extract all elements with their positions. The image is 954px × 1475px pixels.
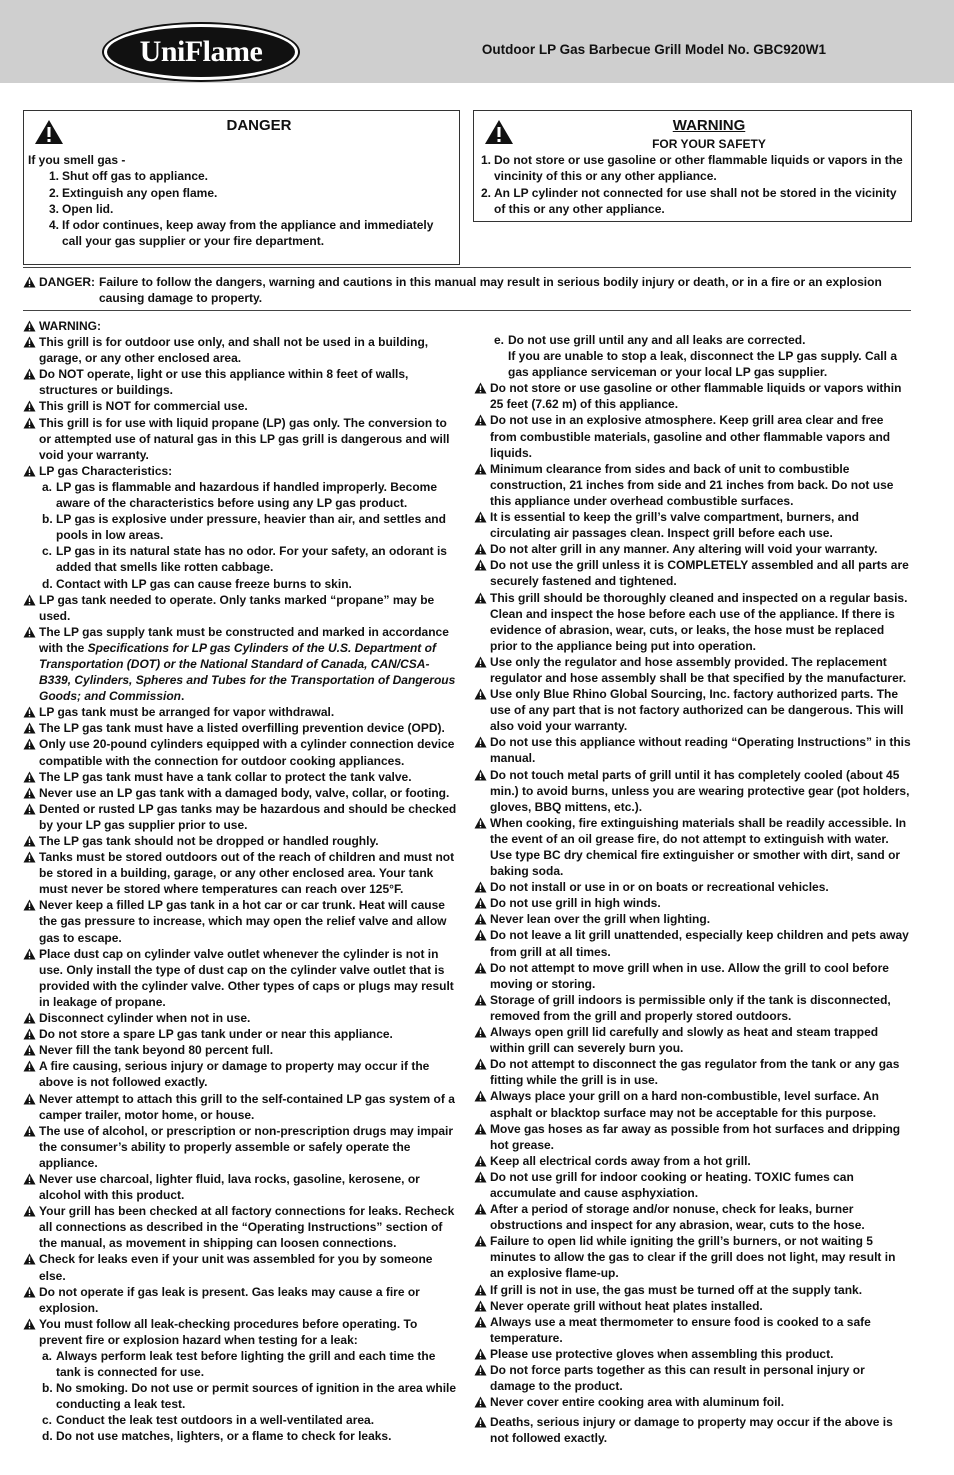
warning-item: This grill is NOT for commercial use. [23, 398, 459, 414]
warning-triangle-icon [23, 400, 36, 412]
warning-item: Do not install or use in or on boats or recreational vehicles. [474, 879, 912, 895]
warning-triangle-icon [474, 929, 487, 941]
warning-item: The use of alcohol, or prescription or non-prescription drugs may impair the consumer’s ability to properly assemble or safely operate the appliance. [23, 1123, 459, 1171]
warning-item: Do not force parts together as this can result in personal injury or damage to the product. [474, 1362, 912, 1394]
warning-triangle-icon [23, 594, 36, 606]
warning-item: Never cover entire cooking area with aluminum foil. [474, 1394, 912, 1410]
warning-triangle-icon [474, 543, 487, 555]
warning-title: WARNING [672, 117, 746, 134]
warning-triangle-icon [23, 1060, 36, 1072]
warning-triangle-icon [23, 417, 36, 429]
danger-step: 4. If odor continues, keep away from the appliance and immediately call your gas supplier or your fire department. [49, 218, 434, 249]
warning-triangle-icon [474, 1284, 487, 1296]
header-bar [0, 0, 954, 83]
warning-item: Keep all electrical cords away from a hot grill. [474, 1153, 912, 1169]
warning-item: LP gas Characteristics: [23, 463, 459, 479]
warning-item: The LP gas supply tank must be constructed and marked in accordance with the Specifications for LP gas Cylinders of the U.S. Department of Transportation (DOT) or the National Standard of Canada, CAN/CSA-B339, Cylinders, Spheres and Tubes for the Transportation of Dangerous Goods; and Commission. [23, 624, 459, 704]
warning-item: Do not use in an explosive atmosphere. Keep grill area clear and free from combustible materials, gasoline and other flammable vapors and liquids. [474, 412, 912, 460]
lp-characteristic: c. LP gas in its natural state has no odor. For your safety, an odorant is added that smells like rotten cabbage. [42, 544, 447, 575]
warning-triangle-icon [474, 1316, 487, 1328]
warning-triangle-icon [23, 1173, 36, 1185]
warning-item: Do not use the grill unless it is COMPLETELY assembled and all parts are securely fastened and tightened. [474, 557, 912, 589]
warning-step: 1. Do not store or use gasoline or other flammable liquids or vapors in the vincinity of this or any other appliance. [481, 153, 903, 184]
warning-triangle-icon [23, 1205, 36, 1217]
warning-triangle-icon [34, 119, 64, 145]
warning-triangle-icon [474, 1171, 487, 1183]
warning-item: Failure to open lid while igniting the grill’s burners, or not waiting 5 minutes to allow the gas to clear if the grill does not light, may result in an explosive flame-up. [474, 1233, 912, 1281]
warning-item: Do not use grill in high winds. [474, 895, 912, 911]
warning-item: Never use charcoal, lighter fluid, lava rocks, gasoline, kerosene, or alcohol with this product. [23, 1171, 459, 1203]
uniflame-logo [104, 24, 298, 80]
danger-intro: If you smell gas - [28, 153, 126, 167]
warning-triangle-icon [474, 994, 487, 1006]
warning-triangle-icon [23, 722, 36, 734]
warning-triangle-icon [474, 1123, 487, 1135]
lp-characteristic: b. LP gas is explosive under pressure, heavier than air, and settles and pools in low areas. [42, 512, 446, 543]
divider-bottom [23, 310, 911, 311]
warning-triangle-icon [23, 1125, 36, 1137]
leak-step: a. Always perform leak test before lighting the grill and each time the tank is connected for use. [42, 1349, 436, 1380]
warning-item: Minimum clearance from sides and back of unit to combustible construction, 21 inches from side and 21 inches from back. Do not use this appliance under overhead combustible surfaces. [474, 461, 912, 509]
warning-triangle-icon [474, 382, 487, 394]
warning-triangle-icon [23, 787, 36, 799]
warning-triangle-icon [474, 913, 487, 925]
warning-triangle-icon [474, 1416, 487, 1428]
leak-step: d. Do not use matches, lighters, or a flame to check for leaks. [42, 1429, 392, 1444]
warning-item: Dented or rusted LP gas tanks may be hazardous and should be checked by your LP gas supplier prior to use. [23, 801, 459, 833]
warning-item: Disconnect cylinder when not in use. [23, 1010, 459, 1026]
warning-item: Never use an LP gas tank with a damaged body, valve, collar, or footing. [23, 785, 459, 801]
warning-triangle-icon [474, 1300, 487, 1312]
warning-triangle-icon [474, 414, 487, 426]
warning-subtitle: FOR YOUR SAFETY [652, 137, 766, 151]
warning-item: If grill is not in use, the gas must be turned off at the supply tank. [474, 1282, 912, 1298]
warning-triangle-icon [474, 1203, 487, 1215]
warning-item: Move gas hoses as far away as possible from hot surfaces and dripping hot grease. [474, 1121, 912, 1153]
danger-step: 2. Extinguish any open flame. [49, 185, 218, 200]
warning-triangle-icon [23, 276, 36, 288]
warning-item: Always use a meat thermometer to ensure food is cooked to a safe temperature. [474, 1314, 912, 1346]
danger-instructions [28, 152, 448, 250]
warning-triangle-icon [23, 948, 36, 960]
warning-item: Do not attempt to disconnect the gas regulator from the tank or any gas fitting while the grill is in use. [474, 1056, 912, 1088]
warning-item: Your grill has been checked at all factory connections for leaks. Recheck all connections as described in the “Operating Instructions” section of the manual, as movement in shipping can loosen connections. [23, 1203, 459, 1251]
warning-triangle-icon [474, 463, 487, 475]
warning-item: Place dust cap on cylinder valve outlet whenever the cylinder is not in use. Only install the type of dust cap on the cylinder valve outlet that is provided with the cylinder valve. Other types of caps or plugs may result in leakage of propane. [23, 946, 459, 1010]
leak-step: e. Do not use grill until any and all leaks are corrected. [494, 333, 806, 347]
warning-item: Please use protective gloves when assembling this product. [474, 1346, 912, 1362]
warning-triangle-icon [474, 1155, 487, 1167]
warning-triangle-icon [474, 656, 487, 668]
warning-item: You must follow all leak-checking procedures before operating. To prevent fire or explosion hazard when testing for a leak: [23, 1316, 459, 1348]
warning-triangle-icon [474, 1026, 487, 1038]
warning-item: LP gas tank must be arranged for vapor withdrawal. [23, 704, 459, 720]
warning-triangle-icon [474, 1058, 487, 1070]
warning-triangle-icon [474, 736, 487, 748]
warning-triangle-icon [23, 320, 36, 332]
lp-characteristic: a. LP gas is flammable and hazardous if handled improperly. Become aware of the characteristics before using any LP gas product. [42, 479, 437, 511]
warning-triangle-icon [474, 559, 487, 571]
warning-triangle-icon [474, 511, 487, 523]
warning-item: Always open grill lid carefully and slowly as heat and steam trapped within grill can severely burn you. [474, 1024, 912, 1056]
warning-triangle-icon [474, 817, 487, 829]
final-warning: Deaths, serious injury or damage to property may occur if the above is not followed exactly. [474, 1414, 912, 1446]
warning-triangle-icon [474, 881, 487, 893]
warning-triangle-icon [484, 119, 514, 145]
warning-triangle-icon [474, 769, 487, 781]
warning-triangle-icon [23, 835, 36, 847]
warning-item: The LP gas tank must have a listed overfilling prevention device (OPD). [23, 720, 459, 736]
warning-item: This grill should be thoroughly cleaned and inspected on a regular basis. Clean and inspect the hose before each use of the appliance. If there is evidence of abrasion, wear, cuts, or leaks, the hose must be replaced prior to the appliance being put into operation. [474, 590, 912, 654]
warning-triangle-icon [474, 592, 487, 604]
warning-triangle-icon [23, 1044, 36, 1056]
warning-item: This grill is for use with liquid propane (LP) gas only. The conversion to or attempted use of natural gas in this LP gas grill is dangerous and will void your warranty. [23, 415, 459, 463]
warning-item: Do not store or use gasoline or other flammable liquids or vapors within 25 feet (7.62 m) of this appliance. [474, 380, 912, 412]
right-warnings-column [474, 332, 912, 1446]
warning-triangle-icon [474, 962, 487, 974]
warning-instructions [480, 152, 906, 217]
warning-triangle-icon [23, 1093, 36, 1105]
warning-item: The LP gas tank should not be dropped or handled roughly. [23, 833, 459, 849]
warning-item: The LP gas tank must have a tank collar to protect the tank valve. [23, 769, 459, 785]
warning-triangle-icon [474, 897, 487, 909]
warning-heading: WARNING: [23, 318, 459, 334]
danger-step: 3. Open lid. [49, 201, 114, 216]
warning-triangle-icon [474, 1396, 487, 1408]
document-title: Outdoor LP Gas Barbecue Grill Model No. GBC920W1 [481, 42, 826, 57]
warning-triangle-icon [23, 368, 36, 380]
lp-characteristic: d. Contact with LP gas can cause freeze burns to skin. [42, 576, 352, 591]
danger-step: 1. Shut off gas to appliance. [49, 169, 209, 184]
warning-triangle-icon [23, 626, 36, 638]
warning-item: Use only Blue Rhino Global Sourcing, Inc. factory authorized parts. The use of any part that is not factory authorized can be dangerous. This will also void your warranty. [474, 686, 912, 734]
warning-item: A fire causing, serious injury or damage to property may occur if the above is not followed exactly. [23, 1058, 459, 1090]
leak-step: c. Conduct the leak test outdoors in a well-ventilated area. [42, 1413, 375, 1428]
warning-triangle-icon [23, 465, 36, 477]
leak-step-note: If you are unable to stop a leak, disconnect the LP gas supply. Call a gas appliance serviceman or your local LP gas supplier. [508, 349, 897, 380]
warning-triangle-icon [474, 688, 487, 700]
warning-item: LP gas tank needed to operate. Only tanks marked “propane” may be used. [23, 592, 459, 624]
warning-item: Never operate grill without heat plates installed. [474, 1298, 912, 1314]
warning-item: Do not use this appliance without reading “Operating Instructions” in this manual. [474, 734, 912, 766]
warning-item: Do not attempt to move grill when in use. Allow the grill to cool before moving or storing. [474, 960, 912, 992]
warning-item: It is essential to keep the grill’s valve compartment, burners, and circulating air passages clean. Inspect grill before each use. [474, 509, 912, 541]
warning-item: Do NOT operate, light or use this appliance within 8 feet of walls, structures or buildings. [23, 366, 459, 398]
warning-triangle-icon [23, 851, 36, 863]
warning-triangle-icon [474, 1090, 487, 1102]
divider-top [23, 267, 911, 268]
warning-triangle-icon [23, 336, 36, 348]
warning-step: 2. An LP cylinder not connected for use shall not be stored in the vicinity of this or any other appliance. [481, 185, 897, 216]
warning-triangle-icon [474, 1348, 487, 1360]
warning-triangle-icon [23, 1028, 36, 1040]
warning-triangle-icon [23, 1318, 36, 1330]
warning-item: Do not use grill for indoor cooking or heating. TOXIC fumes can accumulate and cause asphyxiation. [474, 1169, 912, 1201]
warning-item: Always place your grill on a hard non-combustible, level surface. An asphalt or blacktop surface may not be acceptable for this purpose. [474, 1088, 912, 1120]
warning-item: Only use 20-pound cylinders equipped with a cylinder connection device compatible with the connection for outdoor cooking appliances. [23, 736, 459, 768]
main-danger-text: Failure to follow the dangers, warning and cautions in this manual may result in serious bodily injury or death, or in a fire or an explosion causing damage to property. [99, 275, 882, 305]
warning-item: Check for leaks even if your unit was assembled for you by someone else. [23, 1251, 459, 1283]
warning-item: Never lean over the grill when lighting. [474, 911, 912, 927]
left-warnings-column [23, 318, 459, 1445]
leak-step: b. No smoking. Do not use or permit sources of ignition in the area while conducting a leak test. [42, 1381, 457, 1412]
warning-item: Never fill the tank beyond 80 percent full. [23, 1042, 459, 1058]
warning-triangle-icon [474, 1235, 487, 1247]
warning-item: After a period of storage and/or nonuse, check for leaks, burner obstructions and inspect for any abrasion, wear, cuts to the hose. [474, 1201, 912, 1233]
warning-box [473, 110, 912, 222]
warning-triangle-icon [23, 738, 36, 750]
main-danger-lead: DANGER: [39, 275, 95, 289]
warning-triangle-icon [23, 1012, 36, 1024]
warning-item: When cooking, fire extinguishing materials shall be readily accessible. In the event of an oil grease fire, do not attempt to extinguish with water. Use type BC dry chemical fire extinguisher or smother with dirt, sand or baking soda. [474, 815, 912, 879]
warning-item: Do not touch metal parts of grill until it has completely cooled (about 45 min.) to avoid burns, unless you are wearing protective gear (pot holders, gloves, BBQ mittens, etc.). [474, 767, 912, 815]
warning-item: This grill is for outdoor use only, and shall not be used in a building, garage, or any other enclosed area. [23, 334, 459, 366]
warning-triangle-icon [23, 1286, 36, 1298]
main-danger-statement [23, 274, 911, 306]
danger-box [23, 110, 460, 265]
warning-triangle-icon [23, 1253, 36, 1265]
warning-item: Do not store a spare LP gas tank under or near this appliance. [23, 1026, 459, 1042]
warning-triangle-icon [23, 803, 36, 815]
danger-title: DANGER [226, 117, 292, 134]
warning-item: Use only the regulator and hose assembly provided. The replacement regulator and hose assembly shall be that specified by the manufacturer. [474, 654, 912, 686]
warning-item: Do not leave a lit grill unattended, especially keep children and pets away from grill at all times. [474, 927, 912, 959]
warning-item: Do not operate if gas leak is present. Gas leaks may cause a fire or explosion. [23, 1284, 459, 1316]
brand-name: UniFlame [139, 35, 263, 68]
warning-item: Never keep a filled LP gas tank in a hot car or car trunk. Heat will cause the gas pressure to increase, which may open the relief valve and allow gas to escape. [23, 897, 459, 945]
warning-triangle-icon [23, 771, 36, 783]
warning-triangle-icon [474, 1364, 487, 1376]
warning-item: Never attempt to attach this grill to the self-contained LP gas system of a camper trailer, motor home, or house. [23, 1091, 459, 1123]
warning-triangle-icon [23, 899, 36, 911]
warning-item: Do not alter grill in any manner. Any altering will void your warranty. [474, 541, 912, 557]
warning-item: Tanks must be stored outdoors out of the reach of children and must not be stored in a building, garage, or any other enclosed area. Your tank must never be stored where temperatures can reach over 125°F. [23, 849, 459, 897]
warning-item: Storage of grill indoors is permissible only if the tank is disconnected, removed from the grill and properly stored outdoors. [474, 992, 912, 1024]
warning-triangle-icon [23, 706, 36, 718]
